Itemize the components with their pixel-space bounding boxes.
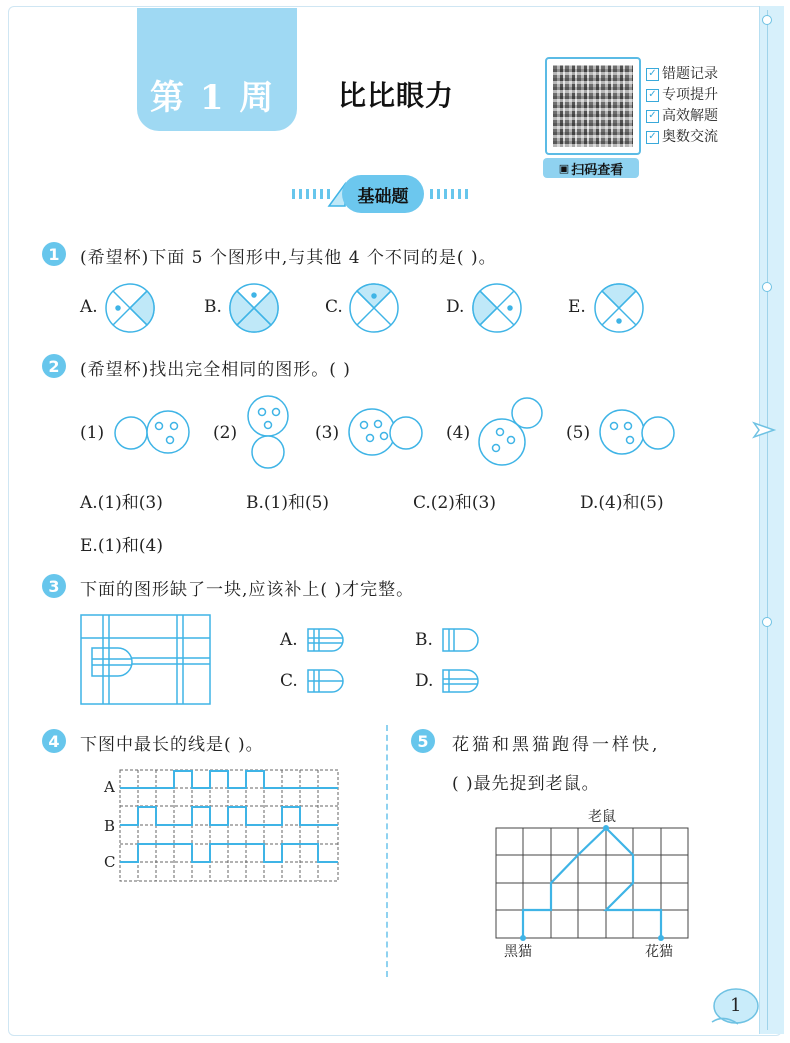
q2-option-a[interactable]: A.(1)和(3): [80, 493, 163, 513]
q1-option-b[interactable]: B.: [204, 297, 222, 317]
q2-figure-label: (4): [446, 423, 471, 443]
q3-option-c[interactable]: C.: [280, 671, 298, 691]
question-3-text: 下面的图形缺了一块,应该补上( )才完整。: [80, 580, 415, 600]
black-cat-dot: [520, 935, 526, 941]
checkbox-icon: ✓: [646, 89, 659, 102]
q3-option-a[interactable]: A.: [280, 630, 298, 650]
scan-label: 扫码查看: [571, 162, 624, 178]
week-label: 第 1 周: [150, 78, 276, 118]
q2-figure-label: (1): [80, 423, 105, 443]
q2-option-e[interactable]: E.(1)和(4): [80, 536, 163, 556]
q2-option-d[interactable]: D.(4)和(5): [580, 493, 664, 513]
question-2-text: (希望杯)找出完全相同的图形。( ): [80, 360, 351, 380]
q3-option-d[interactable]: D.: [415, 671, 434, 691]
flower-cat-dot: [658, 935, 664, 941]
checkbox-icon: ✓: [646, 68, 659, 81]
q3-option-b[interactable]: B.: [415, 630, 433, 650]
feature-item: ✓ 专项提升: [646, 85, 718, 106]
question-5-text-line2: ( )最先捉到老鼠。: [452, 774, 600, 794]
q2-figure-label: (5): [566, 423, 591, 443]
q1-option-c[interactable]: C.: [325, 297, 343, 317]
question-1-text: (希望杯)下面 5 个图形中,与其他 4 个不同的是( )。: [80, 248, 497, 268]
q1-option-a[interactable]: A.: [80, 297, 98, 317]
question-number: 1: [42, 242, 66, 266]
question-number: 2: [42, 354, 66, 378]
q1-option-d[interactable]: D.: [446, 297, 465, 317]
q4-row-label: C: [104, 853, 116, 871]
badge-pill: 基础题: [342, 175, 424, 213]
q2-figure-label: (3): [315, 423, 340, 443]
mouse-dot: [603, 825, 609, 831]
q1-option-e[interactable]: E.: [568, 297, 586, 317]
question-number: 4: [42, 729, 66, 753]
question-5-text-line1: 花猫和黑猫跑得一样快,: [452, 735, 661, 755]
flower-cat-label: 花猫: [645, 944, 673, 960]
feature-item: ✓ 错题记录: [646, 64, 718, 85]
black-cat-label: 黑猫: [504, 944, 532, 960]
page-number: 1: [730, 995, 742, 1016]
page-title: 比比眼力: [338, 79, 455, 112]
question-number: 3: [42, 574, 66, 598]
q2-option-b[interactable]: B.(1)和(5): [246, 493, 330, 513]
question-4-text: 下图中最长的线是( )。: [80, 735, 264, 755]
mouse-label: 老鼠: [588, 809, 616, 825]
q4-row-label: A: [104, 778, 115, 796]
qr-scan-icon: ▣: [558, 161, 570, 175]
question-number: 5: [411, 729, 435, 753]
q2-option-c[interactable]: C.(2)和(3): [413, 493, 496, 513]
feature-item: ✓ 奥数交流: [646, 127, 718, 148]
feature-item: ✓ 高效解题: [646, 106, 718, 127]
q2-figure-label: (2): [213, 423, 238, 443]
checkbox-icon: ✓: [646, 110, 659, 123]
page-number-badge: [708, 988, 762, 1028]
q4-row-label: B: [104, 817, 116, 835]
checkbox-icon: ✓: [646, 131, 659, 144]
